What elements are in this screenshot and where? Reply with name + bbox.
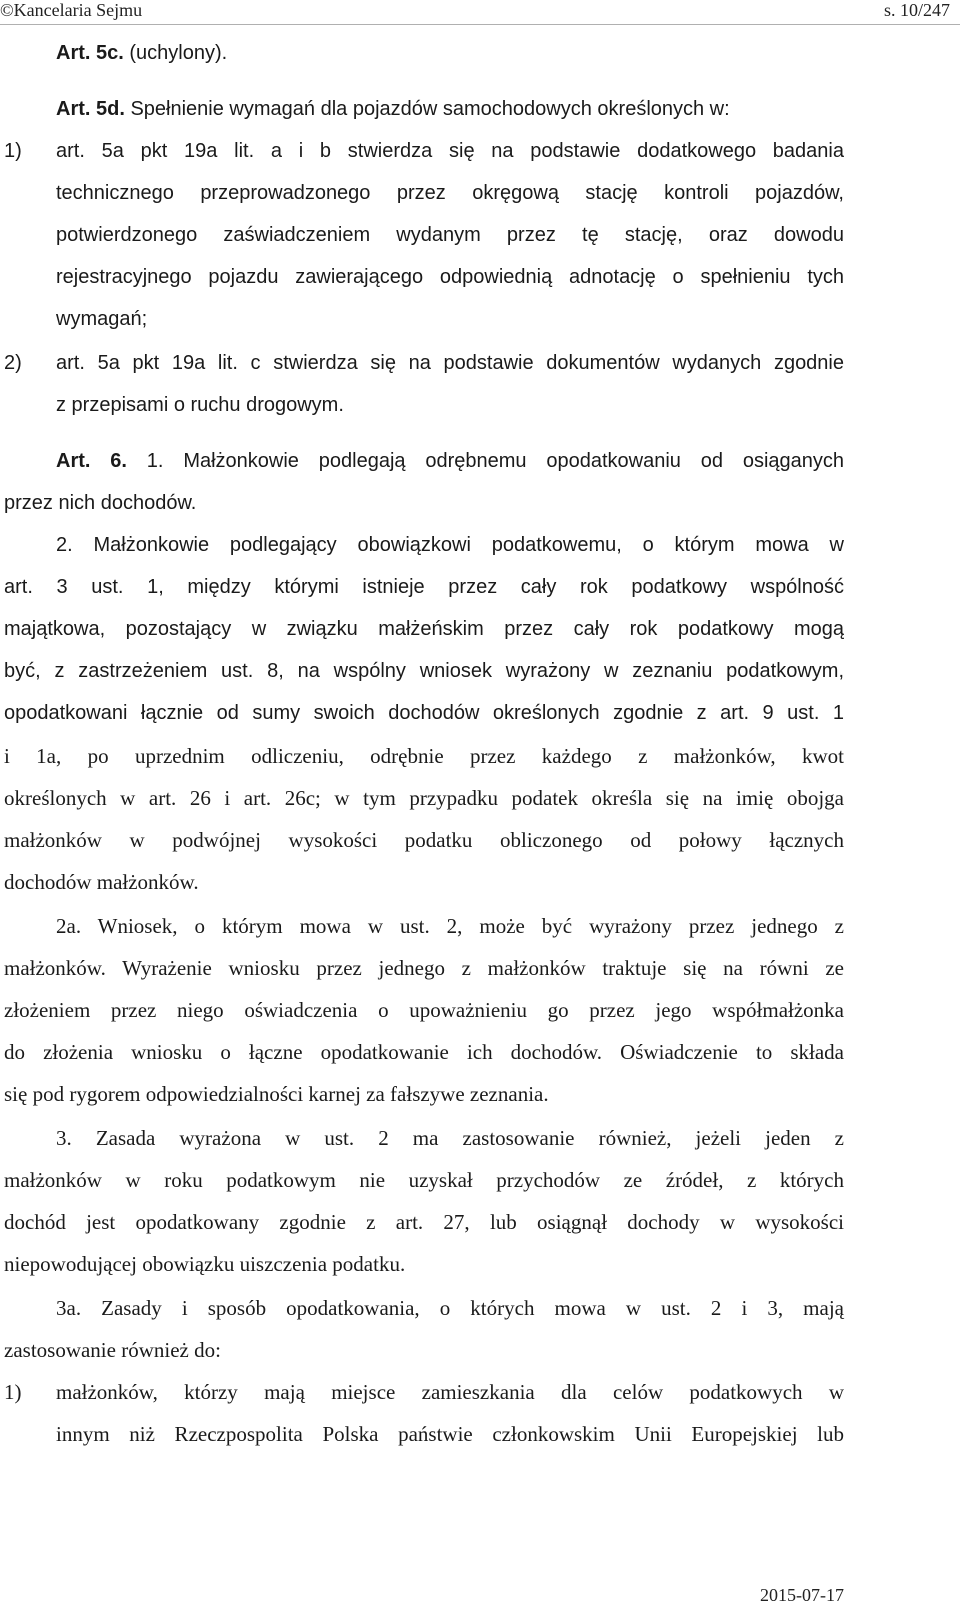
list-item-line: potwierdzonego zaświadczeniem wydanym przez tę stację, oraz dowodu <box>56 224 844 246</box>
paragraph-line: zastosowanie również do: <box>4 1338 221 1362</box>
paragraph-line: małżonków w roku podatkowym nie uzyskał przychodów ze źródeł, z których <box>4 1168 844 1192</box>
copyright-notice: ©Kancelaria Sejmu <box>0 0 143 20</box>
paragraph-line: określonych w art. 26 i art. 26c; w tym przypadku podatek określa się na imię obojga <box>4 786 844 810</box>
paragraph-line: i 1a, po uprzednim odliczeniu, odrębnie przez każdego z małżonków, kwot <box>4 744 844 768</box>
paragraph-line: 2a. Wniosek, o którym mowa w ust. 2, może być wyrażony przez jednego z <box>56 914 844 938</box>
document-date: 2015-07-17 <box>760 1585 844 1605</box>
page-number: s. 10/247 <box>883 0 950 20</box>
list-item-number: 2) <box>4 352 22 374</box>
list-item-line: wymagań; <box>56 308 148 330</box>
list-item-line: technicznego przeprowadzonego przez okręgową stację kontroli pojazdów, <box>56 182 844 204</box>
paragraph-line: majątkowa, pozostający w związku małżeńskim przez cały rok podatkowy mogą <box>4 618 844 640</box>
paragraph-line: art. 3 ust. 1, między którymi istnieje przez cały rok podatkowy wspólność <box>4 576 844 598</box>
article-5c <box>56 42 227 72</box>
list-item-line: art. 5a pkt 19a lit. c stwierdza się na podstawie dokumentów wydanych zgodnie <box>56 352 844 374</box>
list-item-number: 1) <box>4 140 22 162</box>
article-label: Art. 5c. <box>56 42 124 64</box>
paragraph-line: 2. Małżonkowie podlegający obowiązkowi podatkowemu, o którym mowa w <box>56 534 844 556</box>
paragraph-line: małżonków w podwójnej wysokości podatku obliczonego od połowy łącznych <box>4 828 844 852</box>
list-item-line: z przepisami o ruchu drogowym. <box>56 394 344 416</box>
article-text: Spełnienie wymagań dla pojazdów samochodowych określonych w: <box>124 98 730 120</box>
paragraph-line: 3. Zasada wyrażona w ust. 2 ma zastosowanie również, jeżeli jeden z <box>56 1126 844 1150</box>
paragraph-line: niepowodującej obowiązku uiszczenia podatku. <box>4 1252 406 1276</box>
paragraph-line: 3a. Zasady i sposób opodatkowania, o których mowa w ust. 2 i 3, mają <box>56 1296 844 1320</box>
article-label: Art. 6. <box>56 450 127 472</box>
list-item-line: rejestracyjnego pojazdu zawierającego odpowiednią adnotację o spełnieniu tych <box>56 266 844 288</box>
paragraph-text: 1. Małżonkowie podlegają odrębnemu opodatkowaniu od osiąganych <box>126 450 844 472</box>
paragraph-line: się pod rygorem odpowiedzialności karnej za fałszywe zeznania. <box>4 1082 549 1106</box>
header-divider <box>0 24 960 25</box>
list-item-number: 1) <box>4 1380 22 1404</box>
paragraph-line: opodatkowani łącznie od sumy swoich dochodów określonych zgodnie z art. 9 ust. 1 <box>4 702 844 724</box>
article-text: (uchylony). <box>123 42 228 64</box>
list-item-line: małżonków, którzy mają miejsce zamieszkania dla celów podatkowych w <box>56 1380 844 1404</box>
article-5d <box>56 98 730 128</box>
article-6-heading <box>56 450 844 480</box>
paragraph-line: być, z zastrzeżeniem ust. 8, na wspólny wniosek wyrażony w zeznaniu podatkowym, <box>4 660 844 682</box>
list-item-line: innym niż Rzeczpospolita Polska państwie członkowskim Unii Europejskiej lub <box>56 1422 844 1446</box>
article-label: Art. 5d. <box>56 98 125 120</box>
paragraph-line: złożeniem przez niego oświadczenia o upoważnieniu go przez jego współmałżonka <box>4 998 844 1022</box>
paragraph-line: dochód jest opodatkowany zgodnie z art. 27, lub osiągnął dochody w wysokości <box>4 1210 844 1234</box>
paragraph-line: małżonków. Wyrażenie wniosku przez jednego z małżonków traktuje się na równi ze <box>4 956 844 980</box>
paragraph-line: przez nich dochodów. <box>4 492 197 514</box>
paragraph-line: dochodów małżonków. <box>4 870 199 894</box>
list-item-line: art. 5a pkt 19a lit. a i b stwierdza się na podstawie dodatkowego badania <box>56 140 844 162</box>
paragraph-line: do złożenia wniosku o łączne opodatkowanie ich dochodów. Oświadczenie to składa <box>4 1040 844 1064</box>
